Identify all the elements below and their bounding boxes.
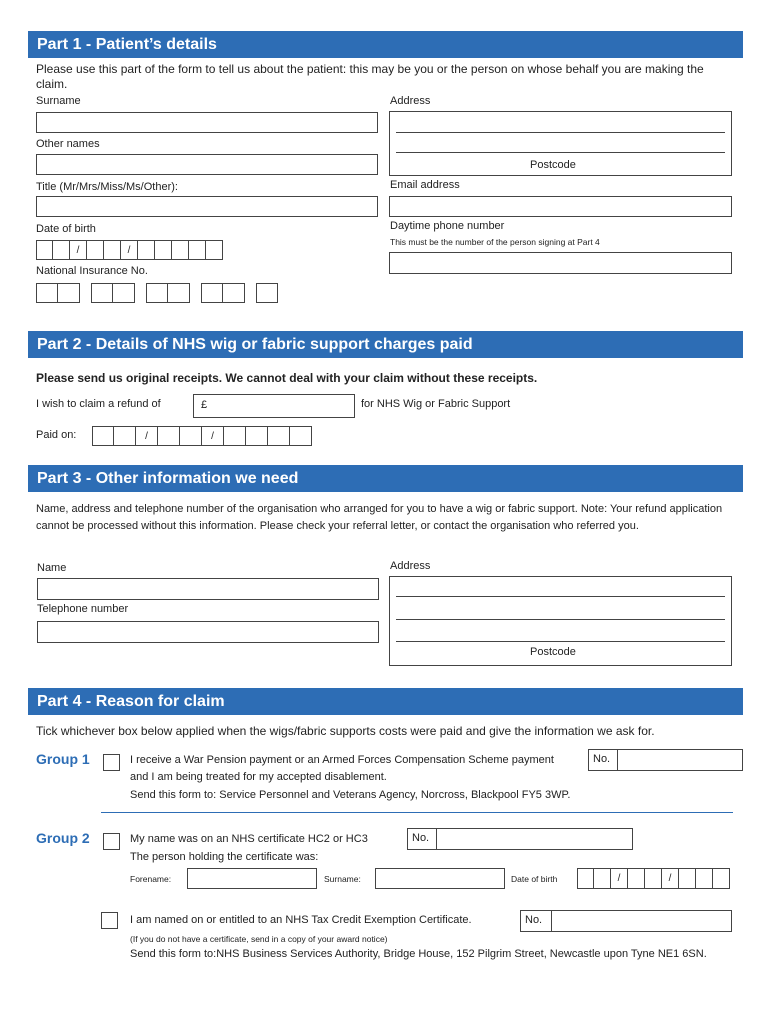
title-label: Title (Mr/Mrs/Miss/Ms/Other): [36, 181, 178, 193]
group1-checkbox[interactable] [103, 754, 120, 771]
holder-dob-field[interactable] [577, 868, 730, 889]
phone-field[interactable] [389, 252, 732, 274]
holder-dob-slash: / [611, 868, 628, 889]
part3-intro: Name, address and telephone number of the organisation who arranged for you to have a wig or fabric support. Note: Your refund application cannot be processed without this information. Please check your referral letter, or contact the organisation who referred you. [36, 503, 723, 532]
hc-certificate-number-field[interactable] [407, 828, 633, 850]
ni-field-4[interactable] [201, 283, 245, 303]
group2-hc-checkbox[interactable] [103, 833, 120, 850]
forename-field[interactable] [187, 868, 317, 889]
forename-label: Forename: [130, 874, 172, 884]
group1-label: Group 1 [36, 751, 90, 767]
email-label: Email address [390, 179, 460, 191]
other-names-field[interactable] [36, 154, 378, 175]
phone-label: Daytime phone number [390, 220, 505, 232]
ni-field-5[interactable] [256, 283, 278, 303]
holder-dob-label: Date of birth [511, 874, 558, 884]
paid-on-label: Paid on: [36, 429, 77, 441]
currency-symbol: £ [201, 399, 208, 411]
phone-note: This must be the number of the person signing at Part 4 [390, 237, 600, 247]
claim-amount-field[interactable] [193, 394, 355, 418]
part1-intro: Please use this part of the form to tell us about the patient: this may be you or the person on whose behalf you are making the claim. [36, 62, 704, 91]
org-postcode-label: Postcode [530, 646, 576, 658]
org-telephone-label: Telephone number [37, 603, 129, 615]
email-field[interactable] [389, 196, 732, 217]
group2-send-to: Send this form to:NHS Business Services Authority, Bridge House, 152 Pilgrim Street, Newcastle upon Tyne NE1 6SN. [130, 948, 707, 960]
holder-dob-slash: / [662, 868, 679, 889]
tax-credit-number-field[interactable] [520, 910, 732, 932]
address-field[interactable] [389, 111, 732, 176]
dob-label: Date of birth [36, 223, 96, 235]
part3-header: Part 3 - Other information we need [28, 465, 743, 492]
dob-field[interactable] [36, 240, 223, 260]
group-divider [101, 812, 733, 813]
tax-credit-note: (If you do not have a certificate, send in a copy of your award notice) [130, 934, 388, 944]
address-label: Address [390, 95, 431, 107]
tax-credit-checkbox[interactable] [101, 912, 118, 929]
org-address-field[interactable] [389, 576, 732, 666]
group1-text-2: and I am being treated for my accepted disablement. [130, 771, 387, 783]
paid-on-slash: / [136, 426, 158, 446]
surname-field[interactable] [36, 112, 378, 133]
hc-no-label: No. [412, 832, 430, 844]
part4-intro: Tick whichever box below applied when the wigs/fabric supports costs were paid and give the information we ask for. [36, 724, 655, 738]
dob-slash: / [121, 240, 138, 260]
paid-on-slash: / [202, 426, 224, 446]
other-names-label: Other names [36, 138, 100, 150]
org-name-field[interactable] [37, 578, 379, 600]
tax-credit-text: I am named on or entitled to an NHS Tax Credit Exemption Certificate. [130, 914, 472, 926]
ni-field-1[interactable] [36, 283, 80, 303]
group1-send-to: Send this form to: Service Personnel and Veterans Agency, Norcross, Blackpool FY5 3WP. [130, 789, 571, 801]
group2-text-2: The person holding the certificate was: [130, 851, 319, 863]
org-name-label: Name [37, 562, 67, 574]
part1-header: Part 1 - Patient’s details [28, 31, 743, 58]
paid-on-date-field[interactable] [92, 426, 312, 446]
tax-no-label: No. [525, 914, 543, 926]
group1-text-1: I receive a War Pension payment or an Armed Forces Compensation Scheme payment [130, 754, 554, 766]
holder-surname-field[interactable] [375, 868, 505, 889]
surname-label: Surname [36, 95, 81, 107]
dob-slash: / [70, 240, 87, 260]
ni-field-2[interactable] [91, 283, 135, 303]
ni-label: National Insurance No. [36, 265, 148, 277]
claim-for-label: for NHS Wig or Fabric Support [361, 398, 511, 410]
group2-text-1: My name was on an NHS certificate HC2 or HC3 [130, 833, 368, 845]
title-field[interactable] [36, 196, 378, 217]
group2-label: Group 2 [36, 830, 90, 846]
ni-field-3[interactable] [146, 283, 190, 303]
org-address-label: Address [390, 560, 431, 572]
postcode-label: Postcode [530, 159, 576, 171]
claim-label: I wish to claim a refund of [36, 398, 161, 410]
receipts-note: Please send us original receipts. We cannot deal with your claim without these receipts. [36, 371, 538, 385]
group1-number-field[interactable] [588, 749, 743, 771]
group1-no-label: No. [593, 753, 611, 765]
part2-header: Part 2 - Details of NHS wig or fabric support charges paid [28, 331, 743, 358]
org-telephone-field[interactable] [37, 621, 379, 643]
holder-surname-label: Surname: [324, 874, 361, 884]
part4-header: Part 4 - Reason for claim [28, 688, 743, 715]
